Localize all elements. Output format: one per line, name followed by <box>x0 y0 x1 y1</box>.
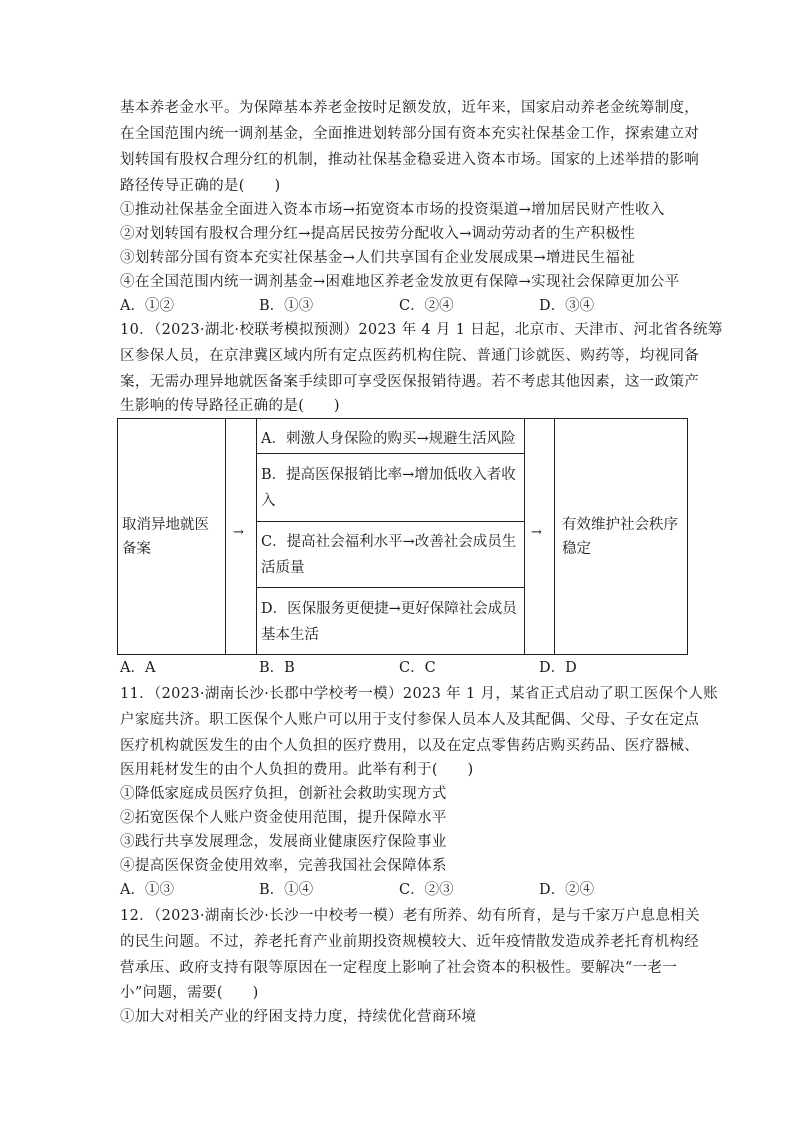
q12-text-line: 营承压、政府支持有限等原因在一定程度上影响了社会资本的积极性。要解决“一老一 <box>120 960 678 976</box>
q9-statement: ①推动社保基金全面进入资本市场→拓宽资本市场的投资渠道→增加居民财产性收入 <box>120 202 665 218</box>
q11-statement: ④提高医保资金使用效率，完善我国社会保障体系 <box>120 858 447 874</box>
diagram-divider <box>225 419 226 654</box>
diagram-left-label: 取消异地就医 <box>122 517 209 533</box>
q12-text-line: 的民生问题。不过，养老托育产业前期投资规模较大、近年疫情散发造成养老托育机构经 <box>120 934 700 950</box>
diagram-divider <box>524 419 525 654</box>
diagram-row-divider <box>256 453 524 454</box>
q9-text-line: 基本养老金水平。为保障基本养老金按时足额发放，近年来，国家启动养老金统筹制度， <box>120 100 700 116</box>
q11-statement: ③践行共享发展理念，发展商业健康医疗保险事业 <box>120 834 447 850</box>
diagram-row-divider <box>256 521 524 522</box>
q11-option-a: A．①③ <box>120 882 174 898</box>
q11-option-c: C．②③ <box>399 882 454 898</box>
diagram-option-d: D．医保服务更便捷→更好保障社会成员 <box>261 601 517 617</box>
diagram-option-b: B．提高医保报销比率→增加低收入者收 <box>261 467 516 483</box>
q10-option-b: B．B <box>259 660 295 676</box>
diagram-arrow-icon: → <box>233 525 244 540</box>
q11-text-line: 户家庭共济。职工医保个人账户可以用于支付参保人员本人及其配偶、父母、子女在定点 <box>120 712 700 728</box>
q11-text-line: 11．（2023·湖南长沙·长郡中学校考一模）2023 年 1 月，某省正式启动了职工医保个人账 <box>120 686 719 702</box>
q10-option-c: C．C <box>399 660 436 676</box>
diagram-left-label: 备案 <box>122 541 151 557</box>
q9-statement: ②对划转国有股权合理分红→提高居民按劳分配收入→调动劳动者的生产积极性 <box>120 226 636 242</box>
diagram-divider <box>554 419 555 654</box>
diagram-option-d: 基本生活 <box>261 627 319 643</box>
diagram-divider <box>256 419 257 654</box>
q12-text-line: 小”问题，需要( ) <box>120 985 259 1001</box>
q11-option-d: D．②④ <box>539 882 595 898</box>
q9-statement: ③划转部分国有资本充实社保基金→人们共享国有企业发展成果→增进民生福祉 <box>120 250 636 266</box>
diagram-arrow-icon: → <box>531 525 542 540</box>
q10-text-line: 区参保人员，在京津冀区域内所有定点医药机构住院、普通门诊就医、购药等，均视同备 <box>120 348 700 364</box>
q9-text-line: 划转国有股权合理分红的机制，推动社保基金稳妥进入资本市场。国家的上述举措的影响 <box>120 152 700 168</box>
diagram-right-label: 稳定 <box>562 541 591 557</box>
diagram-option-b: 入 <box>261 493 276 509</box>
q11-text-line: 医用耗材发生的由个人负担的费用。此举有利于( ) <box>120 762 474 778</box>
diagram-option-a: A．刺激人身保险的购买→规避生活风险 <box>261 431 516 447</box>
q9-statement: ④在全国范围内统一调剂基金→困难地区养老金发放更有保障→实现社会保障更加公平 <box>120 274 680 290</box>
q9-text-line: 路径传导正确的是( ) <box>120 178 281 194</box>
diagram-row-divider <box>256 587 524 588</box>
q10-option-d: D．D <box>539 660 577 676</box>
q11-text-line: 医疗机构就医发生的由个人负担的医疗费用，以及在定点零售药店购买药品、医疗器械、 <box>120 738 700 754</box>
q9-option-b: B．①③ <box>259 298 314 314</box>
q10-text-line: 10．（2023·湖北·校联考模拟预测）2023 年 4 月 1 日起，北京市、天津市、河北省各统筹 <box>120 322 723 338</box>
q10-option-a: A．A <box>120 660 156 676</box>
q9-option-d: D．③④ <box>539 298 595 314</box>
q9-text-line: 在全国范围内统一调剂基金，全面推进划转部分国有资本充实社保基金工作，探索建立对 <box>120 126 700 142</box>
q11-statement: ①降低家庭成员医疗负担，创新社会救助实现方式 <box>120 786 447 802</box>
q11-option-b: B．①④ <box>259 882 314 898</box>
q9-option-a: A．①② <box>120 298 174 314</box>
q10-diagram-table <box>117 418 688 655</box>
q9-option-c: C．②④ <box>399 298 454 314</box>
q10-text-line: 生影响的传导路径正确的是( ) <box>120 398 340 414</box>
q12-text-line: 12．（2023·湖南长沙·长沙一中校考一模）老有所养、幼有所育，是与千家万户息息相关 <box>120 908 700 924</box>
diagram-option-c: C．提高社会福利水平→改善社会成员生 <box>261 534 517 550</box>
q12-statement: ①加大对相关产业的纾困支持力度，持续优化营商环境 <box>120 1009 477 1025</box>
diagram-right-label: 有效维护社会秩序 <box>562 517 678 533</box>
diagram-option-c: 活质量 <box>261 560 305 576</box>
q11-statement: ②拓宽医保个人账户资金使用范围，提升保障水平 <box>120 810 447 826</box>
q10-text-line: 案，无需办理异地就医备案手续即可享受医保报销待遇。若不考虑其他因素，这一政策产 <box>120 374 700 390</box>
